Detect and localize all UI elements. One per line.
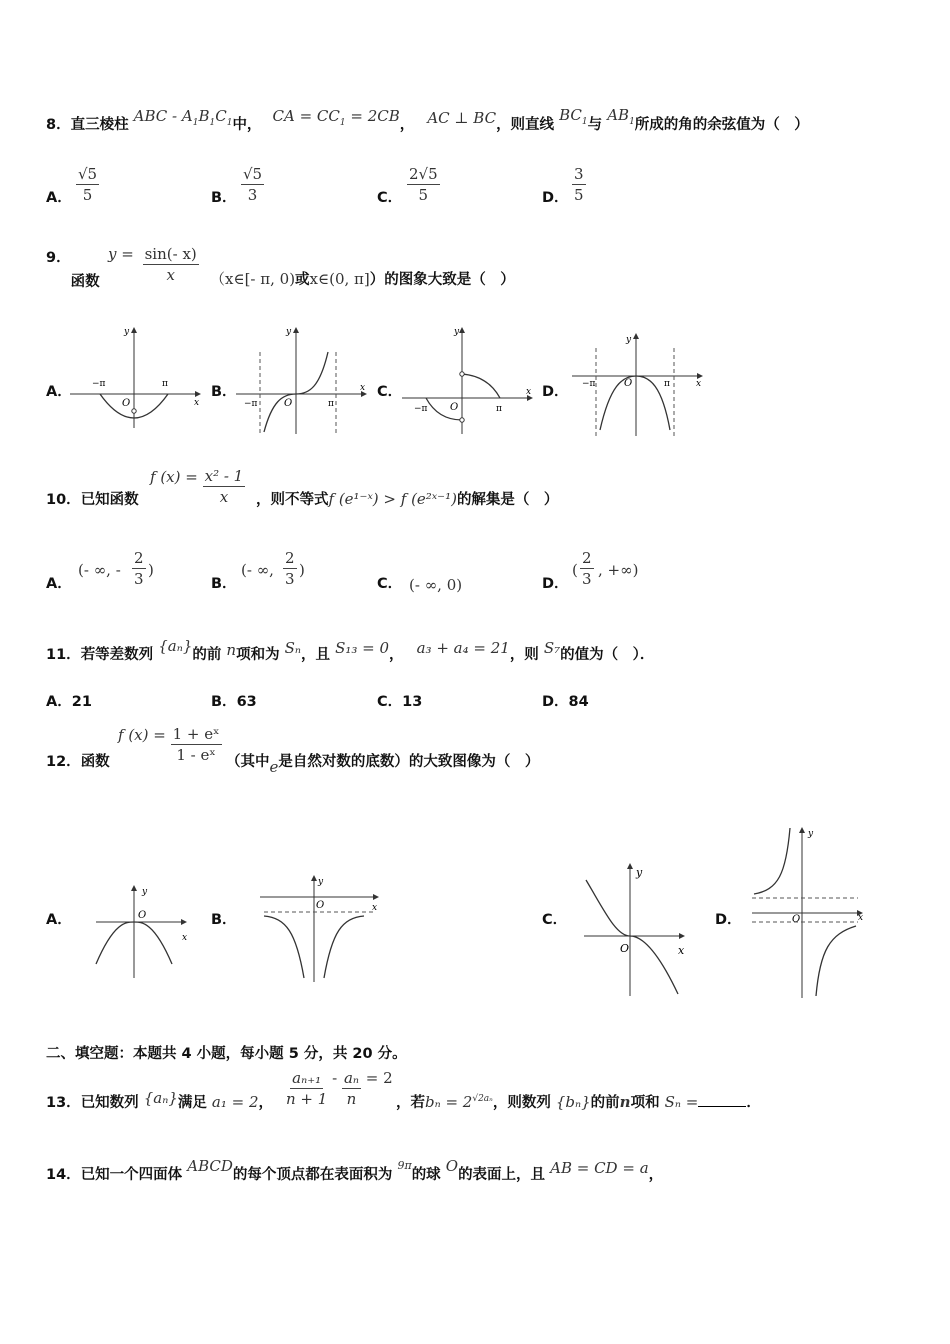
math-ab1: $AB_1$ <box>607 106 635 127</box>
q9-option-c-label[interactable]: C． <box>377 384 403 400</box>
q9-domain: （x∈[- π, 0)或x∈(0, π]）的图象大致是（ ） <box>210 270 515 288</box>
origin-label: O <box>284 398 293 409</box>
option-c[interactable]: C． $\frac{2√5}{5}$ <box>377 165 438 206</box>
q12-graph-c <box>580 860 690 998</box>
curve-left <box>754 828 790 894</box>
x-label: x <box>696 379 702 389</box>
q9-graph-a <box>66 322 206 432</box>
tick-pi: π <box>496 404 502 414</box>
question-number: 8． <box>46 117 71 133</box>
q9-option-a-label[interactable]: A． <box>46 384 72 400</box>
q12-option-b-label[interactable]: B． <box>211 912 237 928</box>
option-a[interactable]: A． $\frac{√5}{5}$ <box>46 165 98 206</box>
question-10: 10．已知函数 <box>46 492 139 508</box>
q12-graph-d <box>748 824 870 1000</box>
y-label: y <box>142 887 148 897</box>
math-bc1: $BC_1$ <box>559 106 588 127</box>
curve-right <box>816 926 856 996</box>
tick-neg-pi: −π <box>414 404 428 414</box>
option-b[interactable]: B． $\frac{√5}{3}$ <box>211 165 263 206</box>
answer-blank[interactable] <box>698 1106 746 1107</box>
q13-recurrence: $\frac{\text{aₙ₊₁}}{n + 1}$ - $\frac{\text{aₙ}}{n}$ = 2 <box>286 1069 393 1108</box>
q12-graph-b <box>256 872 386 984</box>
question-13: 13．已知数列 {aₙ}满足 a₁ = 2， <box>46 1089 274 1111</box>
open-point <box>132 409 136 413</box>
q11-option-c[interactable]: C．13 <box>377 694 423 710</box>
open-point-bottom <box>460 418 464 422</box>
origin-label: O <box>792 914 801 925</box>
x-label: x <box>182 933 188 943</box>
q11-option-d[interactable]: D．84 <box>542 694 589 710</box>
q9-option-d-label[interactable]: D． <box>542 384 569 400</box>
q10-option-d[interactable]: D． ( $\frac{2}{3}$ , +∞) <box>542 549 639 592</box>
q10-formula: f (x) = $\frac{\text{x² - 1}}{x}$ <box>150 467 244 506</box>
q9-formula: y = $\frac{\sin(- x)}{x}$ <box>108 245 197 284</box>
q10-option-a[interactable]: A． (- ∞, - $\frac{2}{3}$ ) <box>46 549 154 592</box>
q12-option-a-label[interactable]: A． <box>46 912 72 928</box>
curve-left <box>264 916 304 978</box>
option-d[interactable]: D． $\frac{3}{5}$ <box>542 165 584 206</box>
q12-formula: f (x) = $\frac{\text{1 + eˣ}}{\text{1 - eˣ}}$ <box>118 725 220 764</box>
origin-label: O <box>624 378 633 389</box>
y-label: y <box>808 829 814 839</box>
origin-label: O <box>122 398 131 409</box>
tick-pi: π <box>328 399 334 409</box>
x-label: x <box>526 387 532 397</box>
curve-right <box>462 374 500 398</box>
y-label: y <box>318 877 324 887</box>
y-label: y <box>286 327 292 337</box>
question-14: 14．已知一个四面体 ABCD的每个顶点都在表面积为 $^{9\pi}$的球 O的表面上，且 AB = CD = a， <box>46 1157 664 1183</box>
math-perp: AC ⊥ BC <box>427 109 497 127</box>
q12-option-c-label[interactable]: C． <box>542 912 568 928</box>
q10-option-b[interactable]: B． (- ∞, $\frac{2}{3}$ ) <box>211 549 305 592</box>
y-label: y <box>124 327 130 337</box>
math-eq1: CA = $CC_1 = 2CB$ <box>272 107 400 128</box>
y-label: y <box>626 335 632 345</box>
question-11: 11．若等差数列 {aₙ}的前 n项和为 Sₙ，且 S₁₃ = 0， a₃ + a₄ = 21，则 S₇的值为（ ）． <box>46 637 655 663</box>
q13-tail: ，若$b_n = 2^{√2a_n}$，则数列 {bₙ}的前n项和 Sₙ = ． <box>396 1093 761 1111</box>
y-label: y <box>454 327 460 337</box>
open-point-top <box>460 372 464 376</box>
q10-inequality: ，则不等式f (e¹⁻ˣ) > f (e²ˣ⁻¹)的解集是（ ） <box>256 490 559 508</box>
origin-label: O <box>316 900 325 911</box>
origin-label: O <box>620 942 630 955</box>
question-9: 9．函数 <box>46 250 100 290</box>
q12-option-d-label[interactable]: D． <box>715 912 742 928</box>
x-label: x <box>360 383 366 393</box>
tick-pi: π <box>162 379 168 389</box>
tick-neg-pi: −π <box>92 379 106 389</box>
q9-graph-c <box>398 322 538 437</box>
q9-graph-b <box>232 322 372 437</box>
origin-label: O <box>450 402 459 413</box>
curve <box>586 880 678 994</box>
q12-tail: （其中e是自然对数的底数）的大致图像为（ ） <box>226 754 540 776</box>
question-12: 12．函数 <box>46 754 110 770</box>
origin-label: O <box>138 910 147 921</box>
q9-option-b-label[interactable]: B． <box>211 384 237 400</box>
tick-neg-pi: −π <box>582 379 596 389</box>
curve <box>600 376 670 430</box>
x-label: x <box>194 398 200 408</box>
x-label: x <box>858 913 864 923</box>
q10-option-c[interactable]: C． (- ∞, 0) <box>377 576 463 594</box>
curve-right <box>324 916 364 978</box>
math-prism: ABC - $A_1B_1C_1$ <box>133 107 233 128</box>
q11-option-b[interactable]: B．63 <box>211 694 257 710</box>
q12-graph-a <box>90 882 200 980</box>
tick-neg-pi: −π <box>244 399 258 409</box>
q11-option-a[interactable]: A．21 <box>46 694 92 710</box>
q9-graph-d <box>566 330 711 440</box>
x-label: x <box>678 944 685 957</box>
y-label: y <box>636 866 643 879</box>
tick-pi: π <box>664 379 670 389</box>
section-heading: 二、填空题：本题共 4 小题，每小题 5 分，共 20 分。 <box>46 1046 407 1062</box>
x-label: x <box>372 903 378 913</box>
question-8: 8．直三棱柱 ABC - $A_1B_1C_1$中， CA = $CC_1 = 2CB$， AC ⊥ BC，则直线 $BC_1$与 $AB_1$所成的角的余弦值为（ ） <box>46 106 809 133</box>
